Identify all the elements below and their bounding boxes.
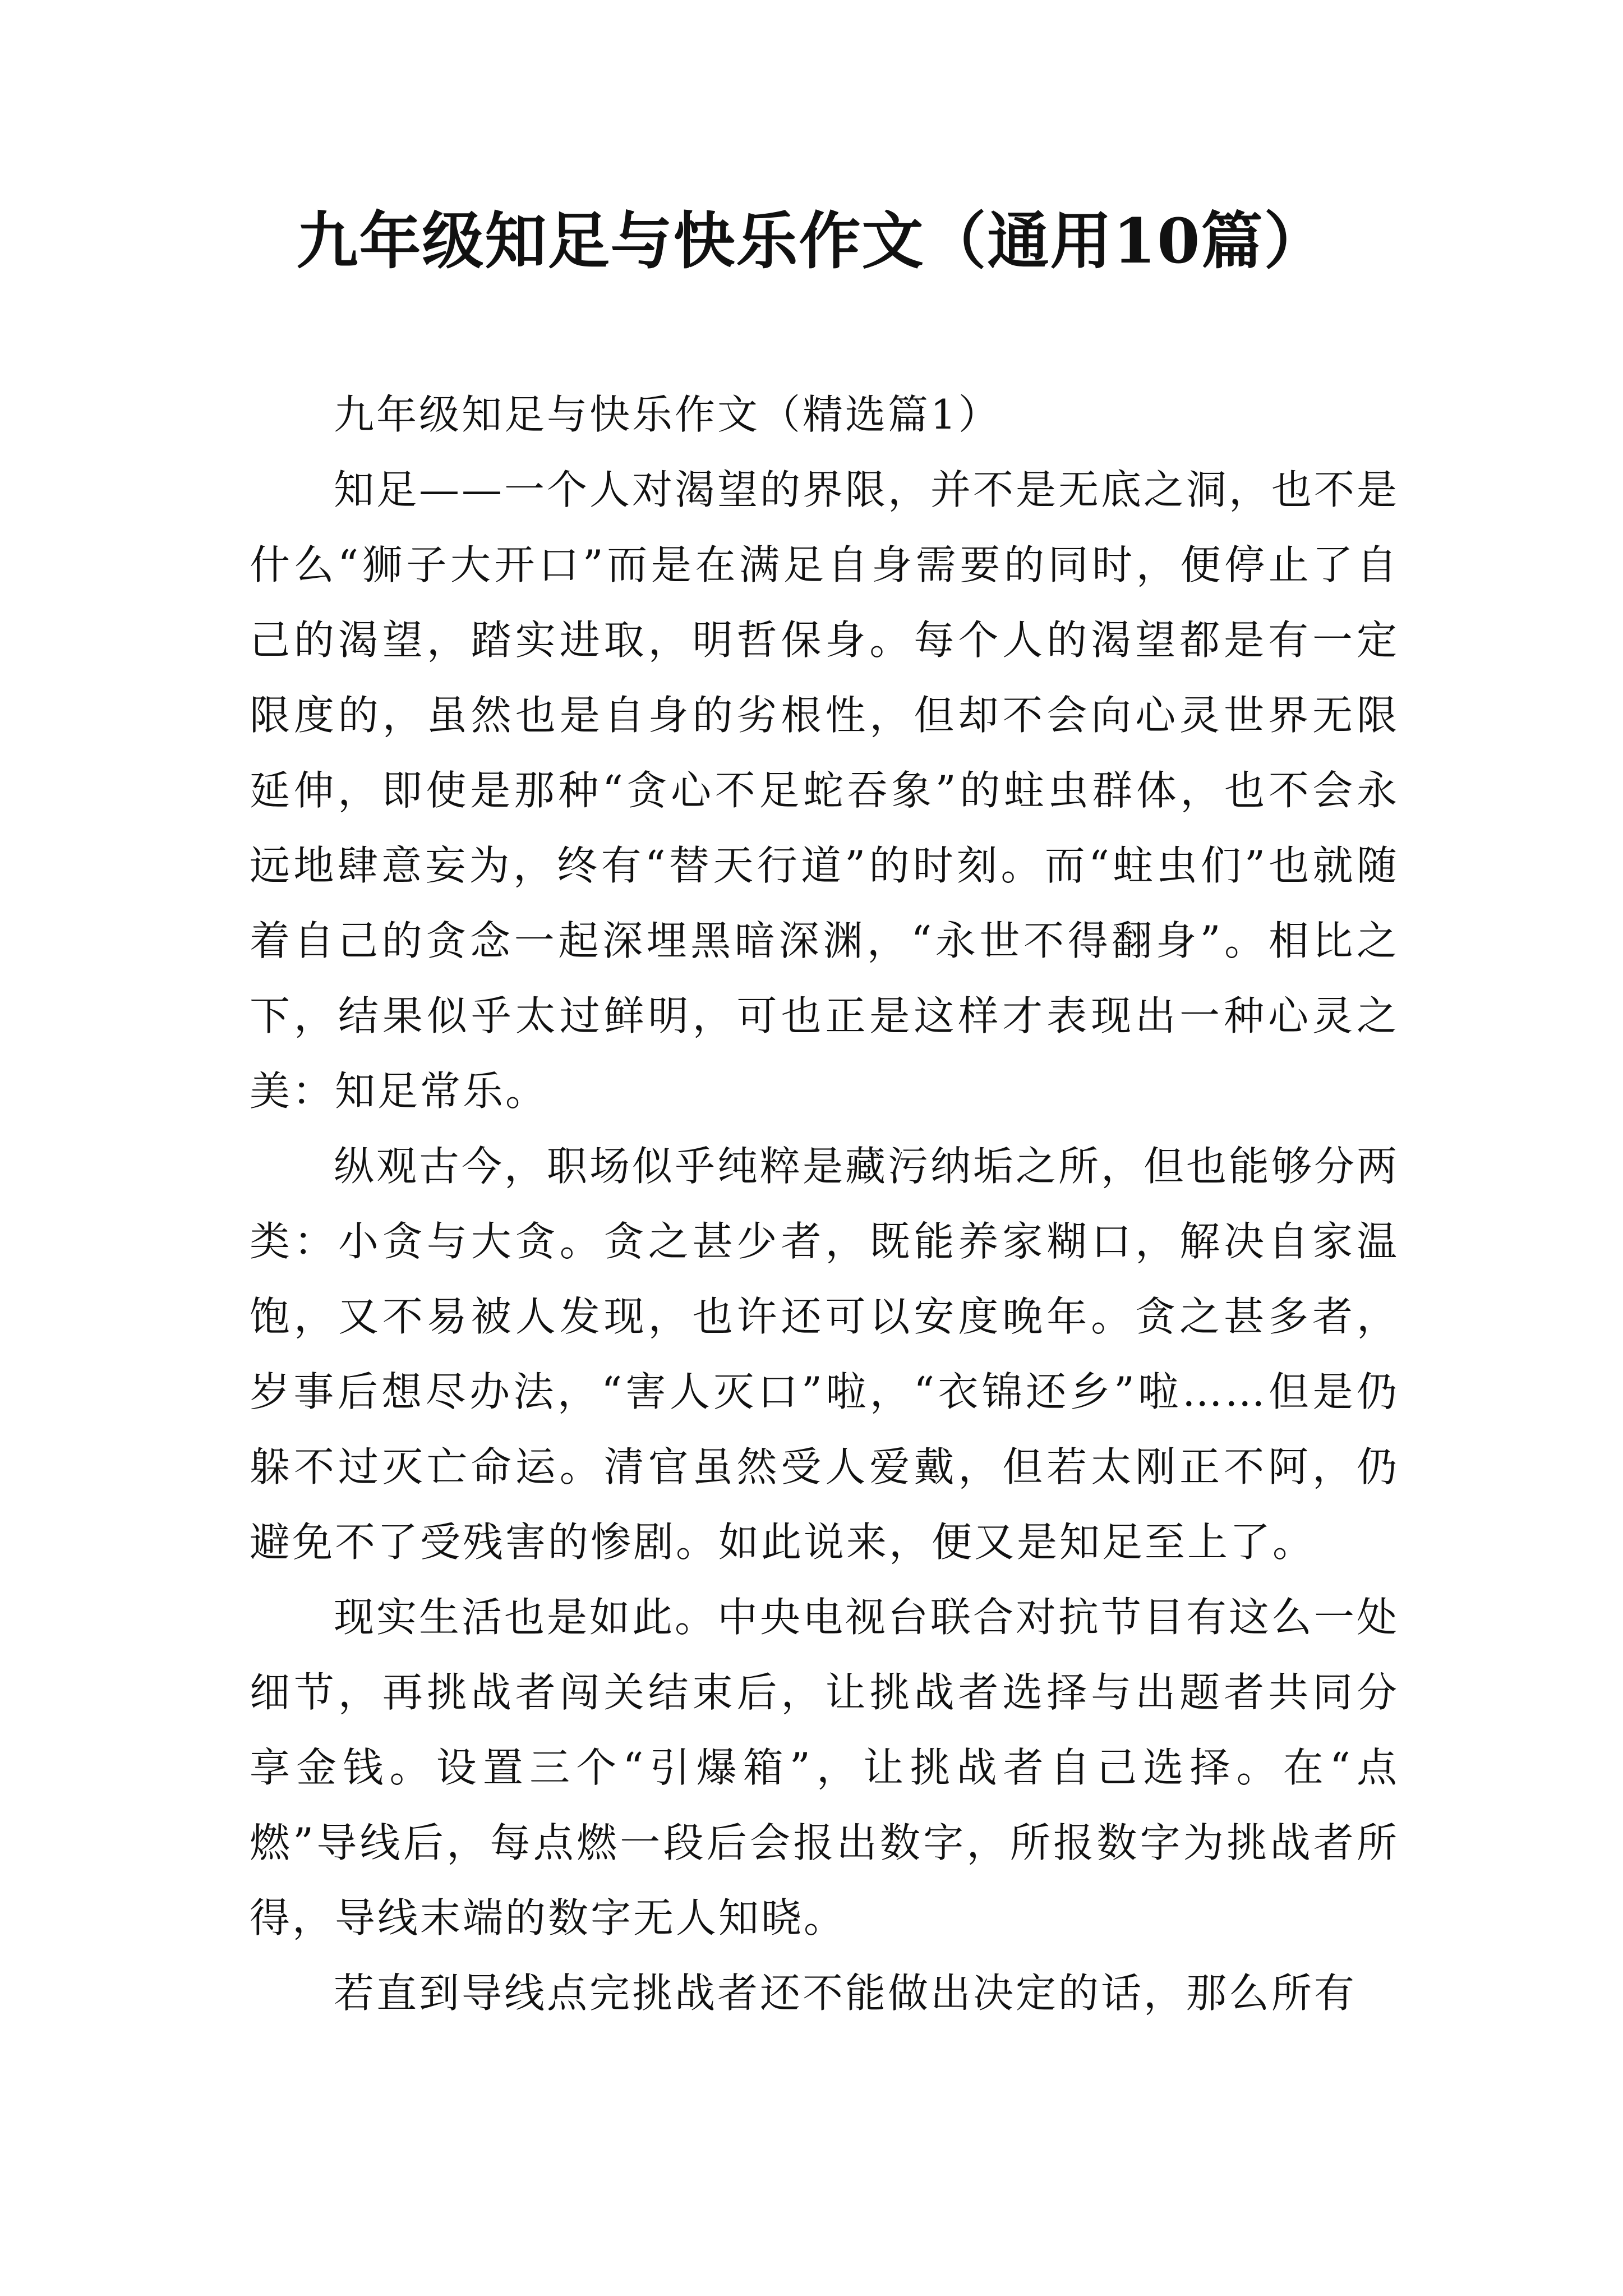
document-title: 九年级知足与快乐作文（通用10篇） [296,205,1327,277]
document-body [250,377,1399,2031]
paragraph: 纵观古今，职场似乎纯粹是藏污纳垢之所，但也能够分两类：小贪与大贪。贪之甚少者，既能养家糊口，解决自家温饱，又不易被人发现，也许还可以安度晚年。贪之甚多者，岁事后想尽办法，“害人灭口”啦，“衣锦还乡”啦……但是仍躲不过灭亡命运。清官虽然受人爱戴，但若太刚正不阿，仍避免不了受残害的惨剧。如此说来，便又是知足至上了。 [250,1143,1400,1566]
paragraph: 若直到导线点完挑战者还不能做出决定的话，那么所有 [334,1970,1357,2017]
paragraph: 现实生活也是如此。中央电视台联合对抗节目有这么一处细节，再挑战者闯关结束后，让挑战者选择与出题者共同分享金钱。设置三个“引爆箱”，让挑战者自己选择。在“点燃”导线后，每点燃一段后会报出数字，所报数字为挑战者所得，导线末端的数字无人知晓。 [250,1594,1400,1941]
section-heading: 九年级知足与快乐作文（精选篇1） [334,391,1001,438]
paragraph: 知足——一个人对渴望的界限，并不是无底之洞，也不是什么“狮子大开口”而是在满足自身需要的同时，便停止了自己的渴望，踏实进取，明哲保身。每个人的渴望都是有一定限度的，虽然也是自身的劣根性，但却不会向心灵世界无限延伸，即使是那种“贪心不足蛇吞象”的蛀虫群体，也不会永远地肆意妄为，终有“替天行道”的时刻。而“蛀虫们”也就随着自己的贪念一起深埋黑暗深渊，“永世不得翻身”。相比之下，结果似乎太过鲜明，可也正是这样才表现出一种心灵之美：知足常乐。 [250,466,1400,1115]
